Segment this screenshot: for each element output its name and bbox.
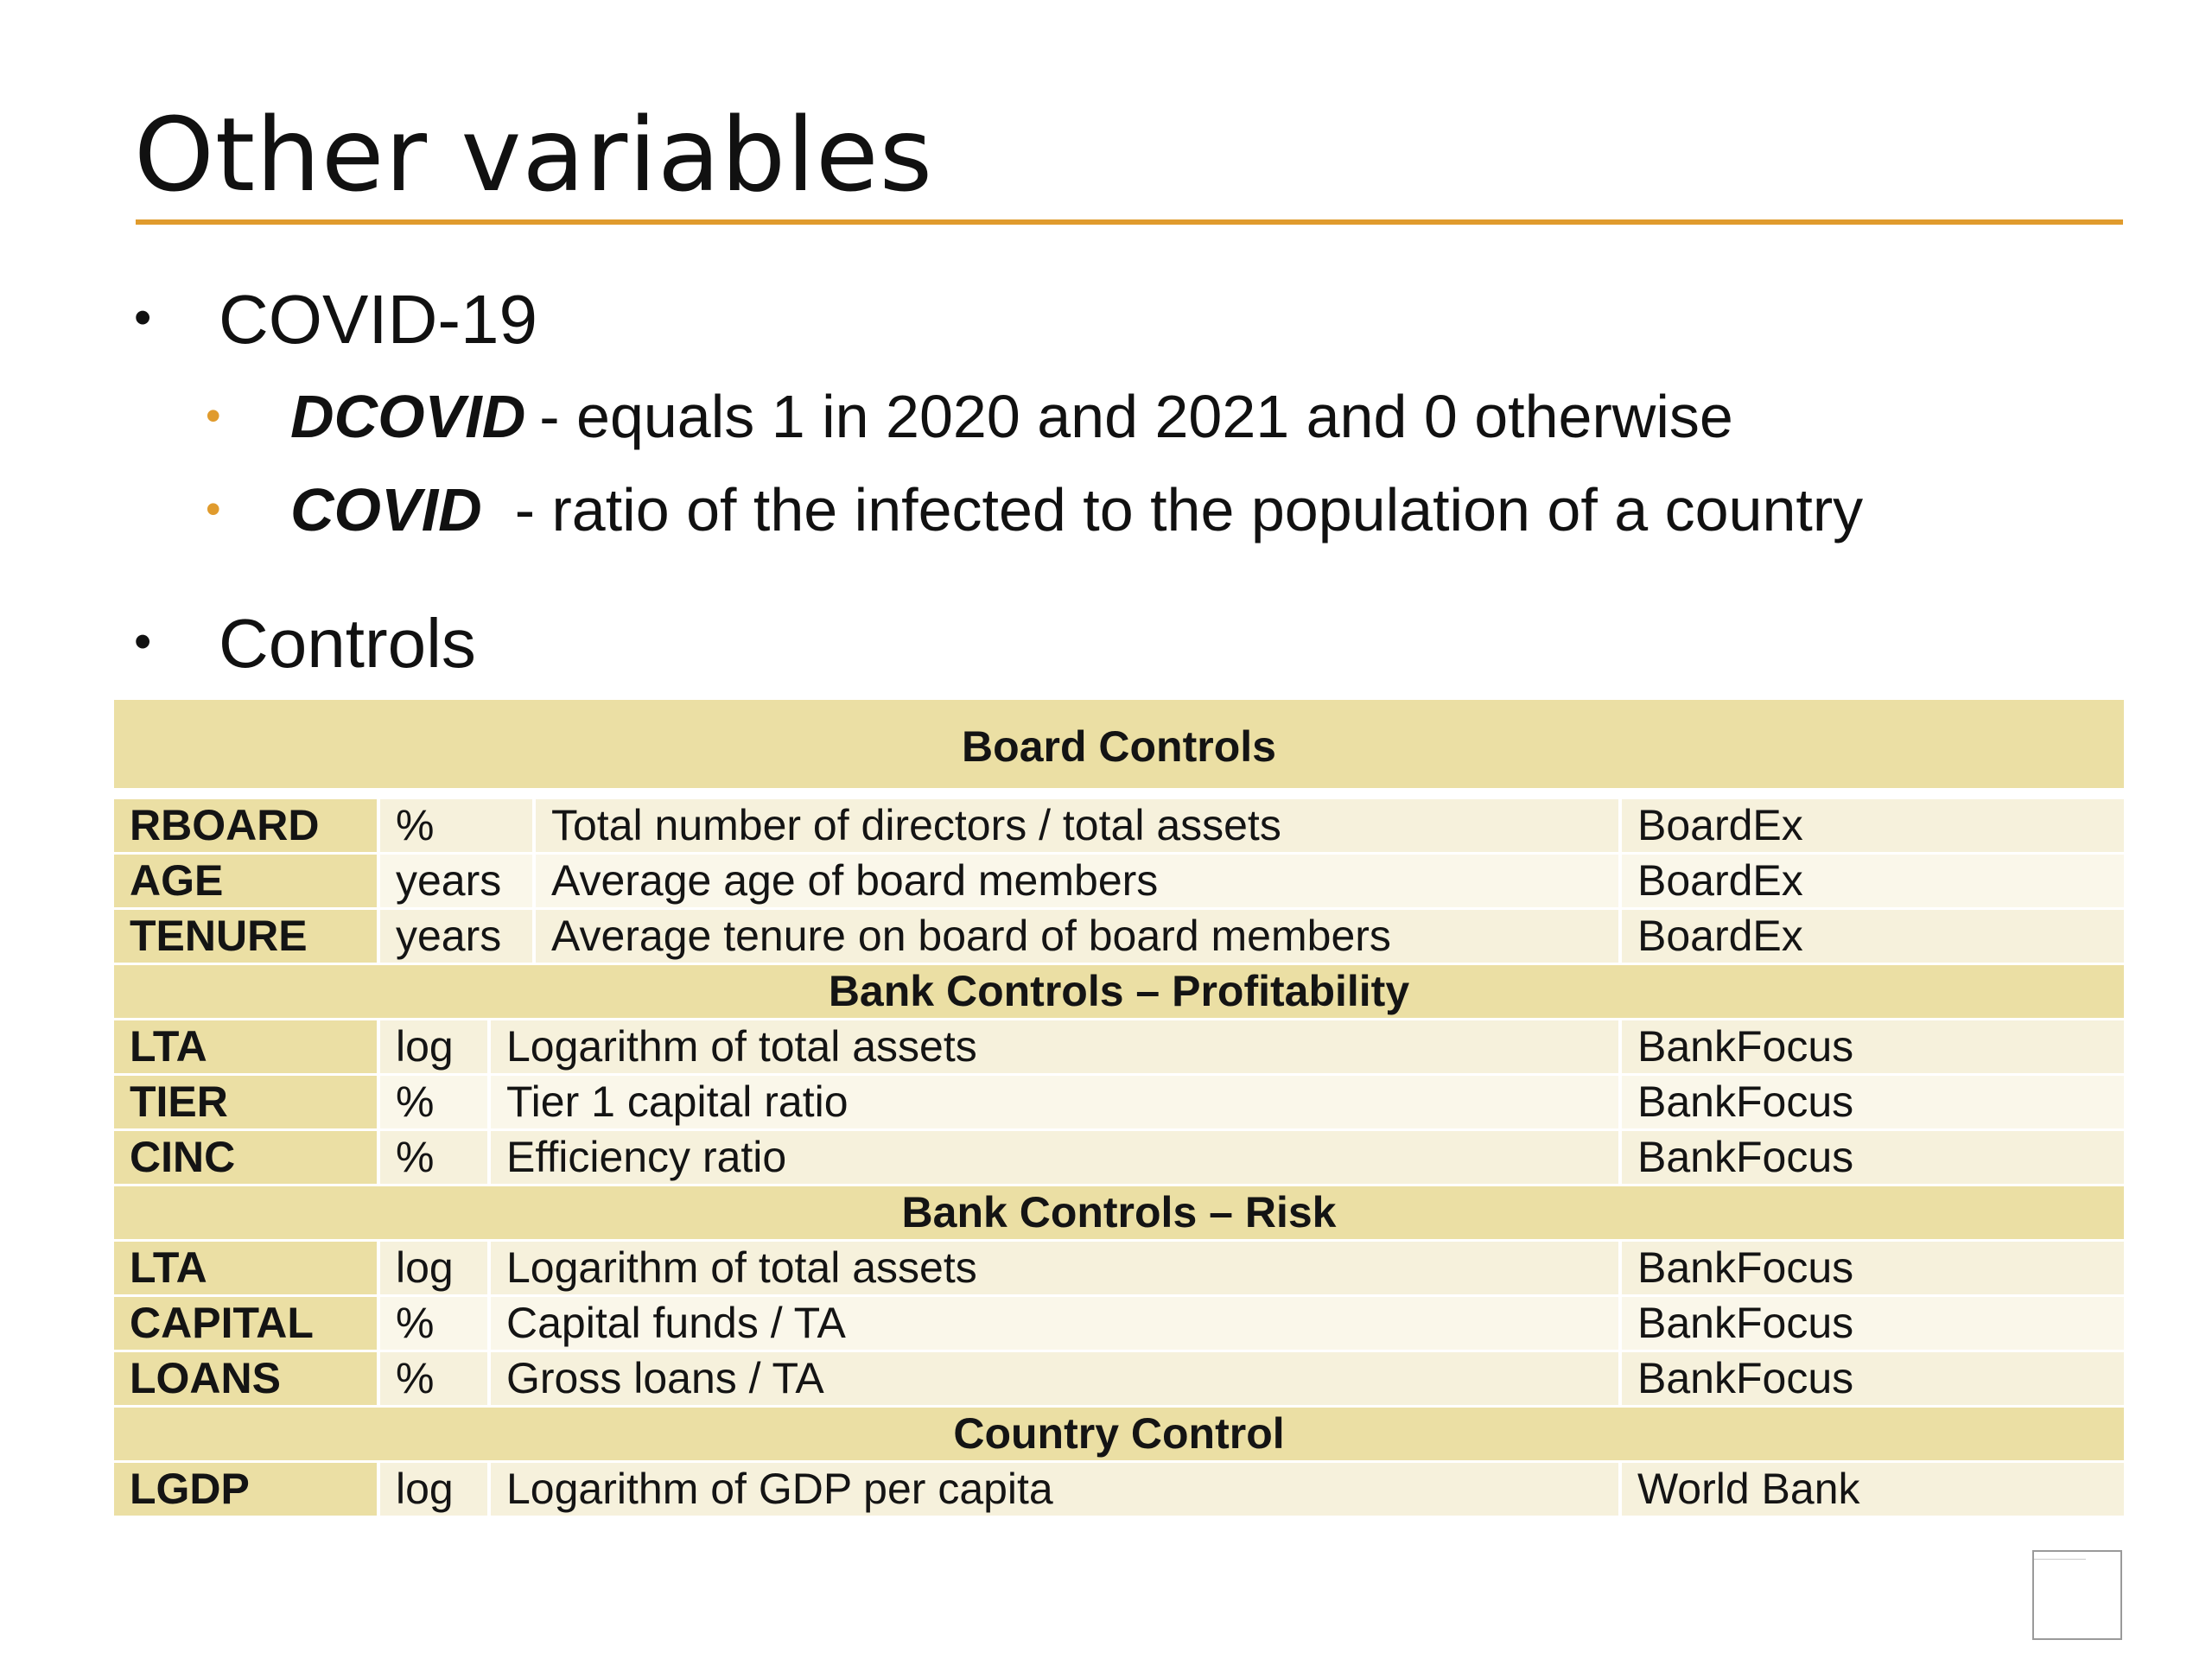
- source-cell: BoardEx: [1618, 910, 2124, 963]
- variable-cell: TIER: [114, 1076, 377, 1128]
- table-row: [114, 1463, 2124, 1518]
- bullet-controls: [134, 605, 476, 682]
- variable-cell: TENURE: [114, 910, 377, 963]
- slide-title: Other variables: [134, 95, 934, 214]
- table-row: [114, 1131, 2124, 1186]
- unit-cell: %: [377, 1131, 487, 1184]
- variable-cell: LGDP: [114, 1463, 377, 1516]
- bullet-covid: [134, 281, 537, 358]
- variable-cell: RBOARD: [114, 799, 377, 852]
- covid-heading: COVID-19: [219, 281, 537, 358]
- dcovid-term: DCOVID: [290, 383, 526, 450]
- unit-cell: %: [377, 1297, 487, 1350]
- unit-cell: %: [377, 1352, 487, 1405]
- description-cell: Logarithm of total assets: [487, 1242, 1618, 1294]
- unit-cell: log: [377, 1020, 487, 1073]
- unit-cell: years: [377, 855, 532, 907]
- source-cell: BoardEx: [1618, 855, 2124, 907]
- table-row: [114, 1242, 2124, 1297]
- description-cell: Tier 1 capital ratio: [487, 1076, 1618, 1128]
- table-section-header: Country Control: [114, 1408, 2124, 1463]
- source-cell: BankFocus: [1618, 1297, 2124, 1350]
- table-row: [114, 1297, 2124, 1352]
- sub-bullet-dcovid: [206, 383, 1733, 450]
- description-cell: Gross loans / TA: [487, 1352, 1618, 1405]
- bullet-dot: •: [134, 613, 152, 670]
- unit-cell: years: [377, 910, 532, 963]
- variable-cell: AGE: [114, 855, 377, 907]
- variable-cell: LTA: [114, 1020, 377, 1073]
- source-cell: BankFocus: [1618, 1131, 2124, 1184]
- description-cell: Average age of board members: [532, 855, 1618, 907]
- sub-bullet-dot: •: [206, 485, 221, 533]
- source-cell: BankFocus: [1618, 1076, 2124, 1128]
- table-section-header: Bank Controls – Profitability: [114, 965, 2124, 1020]
- covid-text: - ratio of the infected to the population of a country: [514, 476, 1864, 543]
- table-row: [114, 1076, 2124, 1131]
- description-cell: Average tenure on board of board members: [532, 910, 1618, 963]
- source-cell: BankFocus: [1618, 1242, 2124, 1294]
- source-cell: World Bank: [1618, 1463, 2124, 1516]
- description-cell: Efficiency ratio: [487, 1131, 1618, 1184]
- table-section-header: Bank Controls – Risk: [114, 1186, 2124, 1242]
- table-row: [114, 799, 2124, 855]
- corner-mark: [2034, 1552, 2086, 1560]
- table-row: [114, 855, 2124, 910]
- controls-heading: Controls: [219, 605, 476, 682]
- variable-cell: LOANS: [114, 1352, 377, 1405]
- description-cell: Logarithm of GDP per capita: [487, 1463, 1618, 1516]
- description-cell: Logarithm of total assets: [487, 1020, 1618, 1073]
- sub-bullet-covid: [206, 476, 1864, 543]
- table-row: [114, 1020, 2124, 1076]
- variable-cell: LTA: [114, 1242, 377, 1294]
- covid-term: COVID: [290, 476, 482, 543]
- unit-cell: %: [377, 1076, 487, 1128]
- sub-bullet-dot: •: [206, 391, 221, 440]
- source-cell: BankFocus: [1618, 1352, 2124, 1405]
- unit-cell: log: [377, 1242, 487, 1294]
- dcovid-text: - equals 1 in 2020 and 2021 and 0 otherwise: [539, 383, 1733, 450]
- unit-cell: %: [377, 799, 532, 852]
- variable-cell: CINC: [114, 1131, 377, 1184]
- slide-number-box: [2032, 1550, 2122, 1640]
- description-cell: Capital funds / TA: [487, 1297, 1618, 1350]
- source-cell: BankFocus: [1618, 1020, 2124, 1073]
- description-cell: Total number of directors / total assets: [532, 799, 1618, 852]
- table-row: [114, 1352, 2124, 1408]
- source-cell: BoardEx: [1618, 799, 2124, 852]
- bullet-dot: •: [134, 289, 152, 346]
- controls-table: [114, 700, 2124, 1518]
- variable-cell: CAPITAL: [114, 1297, 377, 1350]
- table-section-header: Board Controls: [114, 700, 2124, 791]
- unit-cell: log: [377, 1463, 487, 1516]
- table-row: [114, 910, 2124, 965]
- title-underline: [136, 219, 2123, 225]
